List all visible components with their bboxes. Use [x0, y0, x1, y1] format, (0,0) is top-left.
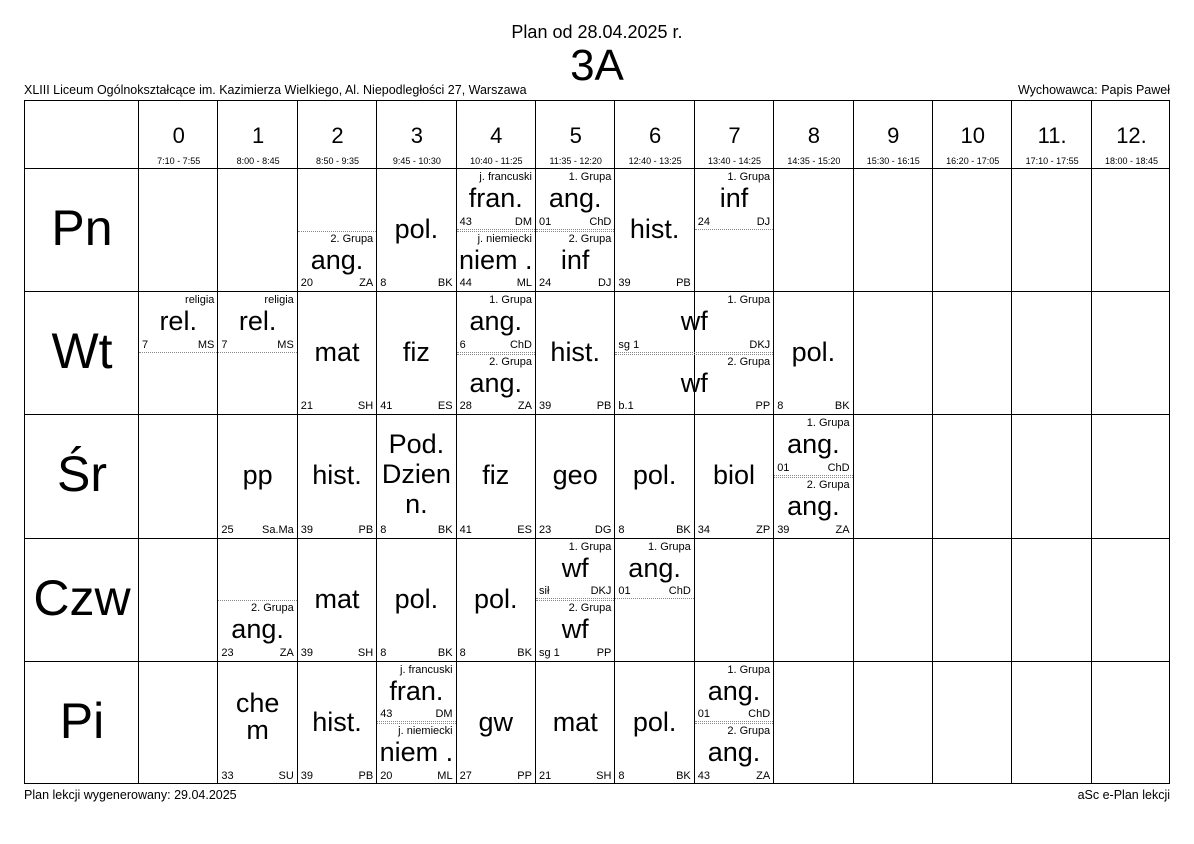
- lesson-teacher: ChD: [668, 585, 691, 598]
- lesson-subject: che m: [235, 687, 280, 745]
- lesson-subject: hist.: [629, 214, 680, 244]
- lesson-teacher: DM: [514, 215, 532, 228]
- day-label: Czw: [33, 569, 131, 626]
- lesson-teacher: BK: [437, 646, 453, 659]
- lesson-group: 1. Grupa: [489, 294, 532, 307]
- lesson-group: religia: [264, 294, 294, 307]
- group-divider: [615, 598, 693, 599]
- lesson-room: 23: [221, 646, 234, 659]
- period-number: 7: [728, 123, 741, 148]
- lesson-cell[interactable]: [298, 292, 376, 414]
- lesson-cell[interactable]: [218, 292, 296, 353]
- group-divider: [615, 352, 773, 353]
- grid-column-line: [853, 101, 854, 783]
- lesson-subject: pol.: [394, 214, 439, 244]
- lesson-cell[interactable]: [377, 292, 455, 414]
- lesson-group: j. francuski: [479, 171, 532, 183]
- lesson-room: 01: [697, 708, 711, 721]
- lesson-cell[interactable]: [615, 539, 693, 600]
- lesson-cell[interactable]: [536, 169, 614, 230]
- lesson-cell[interactable]: [218, 415, 296, 537]
- lesson-subject: hist.: [312, 460, 362, 491]
- lesson-subject: ang.: [787, 491, 840, 521]
- lesson-cell[interactable]: [457, 415, 535, 537]
- lesson-room: 8: [618, 523, 625, 536]
- group-divider: [457, 354, 535, 355]
- lesson-subject: ang.: [548, 183, 602, 213]
- lesson-cell[interactable]: [774, 292, 852, 414]
- lesson-teacher: SH: [357, 400, 374, 413]
- lesson-subject: ang.: [707, 737, 761, 768]
- lesson-group: j. niemiecki: [477, 232, 532, 245]
- lesson-room: 39: [618, 277, 631, 290]
- lesson-group: religia: [185, 294, 215, 307]
- lesson-subject: ang.: [469, 367, 523, 398]
- period-number: 5: [569, 123, 582, 148]
- period-number: 12.: [1116, 123, 1147, 148]
- lesson-room: 34: [697, 523, 711, 536]
- lesson-subject: fiz: [402, 337, 430, 368]
- lesson-cell[interactable]: [536, 662, 614, 784]
- lesson-group: j. francuski: [400, 663, 453, 676]
- lesson-room: 33: [221, 769, 234, 782]
- period-time: 11:35 - 12:20: [549, 156, 602, 166]
- lesson-cell[interactable]: [695, 723, 773, 784]
- lesson-room: 28: [459, 400, 472, 413]
- lesson-cell[interactable]: [774, 477, 852, 538]
- lesson-group: 1. Grupa: [647, 540, 691, 553]
- lesson-cell[interactable]: [457, 662, 535, 784]
- lesson-group: 2. Grupa: [489, 355, 532, 368]
- lesson-group: 1. Grupa: [568, 540, 612, 553]
- lesson-room: 43: [697, 769, 711, 782]
- lesson-teacher: DJ: [756, 215, 771, 228]
- lesson-subject: Pod. Dzien n.: [381, 429, 451, 520]
- lesson-teacher: ES: [437, 400, 453, 413]
- lesson-teacher: ChD: [827, 461, 850, 474]
- lesson-teacher: ML: [437, 769, 453, 782]
- day-label: Pn: [51, 200, 113, 256]
- lesson-room: 7: [221, 338, 228, 351]
- lesson-cell[interactable]: [536, 292, 614, 414]
- period-time: 9:45 - 10:30: [392, 156, 441, 166]
- lesson-group: 1. Grupa: [727, 171, 771, 183]
- period-time: 12:40 - 13:25: [628, 156, 682, 166]
- lesson-group: 1. Grupa: [806, 417, 850, 430]
- lesson-teacher: PB: [358, 769, 374, 782]
- lesson-subject: pol.: [632, 460, 677, 491]
- lesson-teacher: SH: [596, 769, 612, 782]
- group-divider: [377, 723, 455, 724]
- lesson-subject: ang.: [707, 675, 761, 706]
- lesson-room: 8: [380, 646, 387, 659]
- lesson-room: 23: [539, 523, 552, 536]
- lesson-subject: wf: [680, 306, 708, 337]
- lesson-teacher: MS: [277, 338, 294, 351]
- lesson-cell[interactable]: [298, 415, 376, 537]
- lesson-room: 25: [221, 523, 234, 536]
- lesson-group: 2. Grupa: [250, 602, 294, 615]
- lesson-teacher: ZA: [517, 400, 532, 413]
- timetable-grid: [24, 100, 1170, 784]
- lesson-cell[interactable]: [615, 169, 693, 291]
- group-divider: [774, 475, 852, 476]
- lesson-subject: mat: [314, 337, 360, 368]
- lesson-subject: pp: [242, 460, 273, 491]
- lesson-cell[interactable]: [377, 169, 455, 291]
- lesson-cell[interactable]: [615, 354, 773, 415]
- group-divider: [536, 229, 614, 230]
- group-divider: [298, 231, 376, 232]
- lesson-teacher: PP: [755, 400, 771, 413]
- lesson-cell[interactable]: [457, 539, 535, 661]
- lesson-room: 24: [539, 277, 552, 290]
- group-divider: [218, 600, 296, 601]
- lesson-teacher: DM: [435, 708, 453, 721]
- group-divider: [139, 352, 217, 353]
- group-divider: [615, 354, 773, 355]
- period-number: 8: [807, 123, 820, 148]
- lesson-subject: rel.: [159, 306, 197, 337]
- lesson-subject: wf: [561, 552, 589, 583]
- lesson-subject: hist.: [550, 337, 600, 368]
- lesson-subject: mat: [552, 706, 598, 737]
- period-number: 11.: [1037, 123, 1067, 148]
- period-time: 7:10 - 7:55: [157, 156, 201, 166]
- period-time: 8:50 - 9:35: [315, 156, 359, 166]
- lesson-cell[interactable]: [615, 292, 773, 353]
- lesson-subject: biol: [712, 460, 755, 491]
- lesson-room: 20: [300, 277, 314, 290]
- lesson-group: 1. Grupa: [727, 294, 771, 307]
- plan-date-title: Plan od 28.04.2025 r.: [511, 22, 683, 42]
- day-label: Pi: [59, 692, 105, 749]
- lesson-room: 43: [459, 215, 472, 228]
- lesson-subject: gw: [478, 706, 514, 737]
- lesson-cell[interactable]: [298, 231, 376, 292]
- lesson-teacher: ZA: [835, 523, 850, 536]
- lesson-teacher: PP: [596, 646, 612, 659]
- lesson-room: 41: [459, 523, 472, 536]
- lesson-room: 39: [777, 523, 790, 536]
- lesson-teacher: SU: [278, 769, 294, 782]
- lesson-teacher: DJ: [597, 277, 612, 290]
- period-number: 10: [960, 123, 985, 148]
- lesson-room: 01: [777, 461, 790, 474]
- lesson-cell[interactable]: [695, 415, 773, 537]
- lesson-room: 8: [777, 400, 784, 413]
- lesson-group: 2. Grupa: [806, 479, 850, 491]
- lesson-room: 01: [618, 585, 631, 598]
- grid-column-line: [1091, 101, 1092, 783]
- lesson-cell[interactable]: [298, 539, 376, 661]
- group-divider: [536, 231, 614, 232]
- lesson-cell[interactable]: [536, 231, 614, 292]
- lesson-room: 01: [539, 215, 552, 228]
- lesson-cell[interactable]: [139, 292, 217, 353]
- lesson-teacher: ZP: [756, 523, 771, 536]
- group-divider: [457, 231, 535, 232]
- lesson-teacher: PB: [358, 523, 374, 536]
- lesson-room: 39: [539, 400, 552, 413]
- lesson-subject: ang.: [787, 429, 840, 460]
- lesson-teacher: ES: [517, 523, 532, 536]
- lesson-teacher: DKJ: [749, 338, 771, 351]
- lesson-room: 21: [300, 400, 314, 413]
- lesson-teacher: Sa.Ma: [261, 523, 294, 536]
- lesson-subject: pol.: [394, 583, 439, 614]
- group-divider: [774, 477, 852, 478]
- lesson-cell[interactable]: [218, 662, 296, 784]
- lesson-cell[interactable]: [695, 662, 773, 723]
- lesson-cell[interactable]: [695, 169, 773, 230]
- lesson-cell[interactable]: [774, 415, 852, 476]
- lesson-room: b.1: [618, 400, 634, 413]
- group-divider: [457, 229, 535, 230]
- group-divider: [536, 598, 614, 599]
- lesson-cell[interactable]: [457, 169, 535, 230]
- lesson-subject: geo: [552, 460, 598, 491]
- lesson-subject: wf: [561, 614, 589, 645]
- lesson-subject: pol.: [791, 337, 836, 368]
- lesson-subject: wf: [680, 367, 708, 398]
- lesson-teacher: BK: [437, 523, 453, 536]
- lesson-cell[interactable]: [536, 539, 614, 600]
- group-divider: [218, 352, 296, 353]
- lesson-teacher: ChD: [748, 708, 771, 721]
- group-divider: [536, 600, 614, 601]
- period-number: 0: [172, 123, 185, 148]
- period-number: 4: [490, 123, 503, 148]
- lesson-teacher: BK: [676, 523, 691, 536]
- lesson-cell[interactable]: [377, 662, 455, 723]
- lesson-teacher: ChD: [589, 215, 612, 228]
- lesson-cell[interactable]: [377, 723, 455, 784]
- lesson-group: j. niemiecki: [398, 725, 453, 738]
- period-time: 10:40 - 11:25: [470, 156, 523, 166]
- period-number: 6: [648, 123, 662, 148]
- lesson-subject: mat: [314, 583, 360, 614]
- lesson-cell[interactable]: [298, 662, 376, 784]
- lesson-subject: niem .: [459, 244, 533, 275]
- lesson-cell[interactable]: [457, 354, 535, 415]
- lesson-teacher: BK: [834, 400, 850, 413]
- lesson-cell[interactable]: [536, 600, 614, 661]
- period-number: 9: [887, 123, 900, 148]
- lesson-room: 8: [380, 523, 387, 536]
- lesson-cell[interactable]: [218, 600, 296, 661]
- software-brand: aSc e-Plan lekcji: [1077, 788, 1170, 802]
- lesson-cell[interactable]: [457, 292, 535, 353]
- period-time: 14:35 - 15:20: [787, 156, 841, 166]
- lesson-room: 39: [300, 523, 314, 536]
- period-time: 18:00 - 18:45: [1104, 156, 1159, 166]
- homeroom-teacher: Wychowawca: Papis Paweł: [1017, 83, 1170, 97]
- day-label: Wt: [51, 323, 113, 380]
- lesson-group: 2. Grupa: [568, 602, 612, 615]
- lesson-group: 2. Grupa: [330, 232, 374, 245]
- lesson-subject: inf: [719, 183, 749, 213]
- lesson-room: sg 1: [618, 338, 640, 351]
- lesson-room: 24: [697, 215, 711, 228]
- lesson-subject: fiz: [482, 460, 510, 491]
- grid-column-line: [1011, 101, 1012, 783]
- lesson-cell[interactable]: [377, 415, 455, 537]
- lesson-room: 27: [459, 769, 472, 782]
- lesson-group: 2. Grupa: [727, 725, 771, 738]
- lesson-teacher: ML: [516, 277, 532, 290]
- lesson-teacher: ZA: [279, 646, 294, 659]
- lesson-room: 43: [380, 708, 393, 721]
- lesson-room: 7: [142, 338, 149, 351]
- lesson-group: 1. Grupa: [568, 171, 612, 183]
- group-divider: [695, 229, 773, 230]
- day-label: Śr: [57, 446, 107, 503]
- lesson-room: 21: [539, 769, 552, 782]
- lesson-subject: inf: [560, 244, 590, 275]
- lesson-cell[interactable]: [377, 539, 455, 661]
- school-info: XLIII Liceum Ogólnokształcące im. Kazimierza Wielkiego, Al. Niepodległości 27, Warszawa: [24, 83, 527, 97]
- lesson-teacher: PB: [596, 400, 612, 413]
- lesson-group: 2. Grupa: [727, 355, 771, 368]
- lesson-subject: fran.: [468, 183, 523, 213]
- lesson-room: 20: [380, 769, 393, 782]
- lesson-teacher: BK: [517, 646, 532, 659]
- period-time: 17:10 - 17:55: [1025, 156, 1079, 166]
- lesson-teacher: PB: [676, 277, 691, 290]
- lesson-teacher: BK: [676, 769, 691, 782]
- lesson-teacher: ZA: [756, 769, 771, 782]
- lesson-teacher: PP: [517, 769, 532, 782]
- lesson-subject: hist.: [312, 706, 362, 737]
- group-divider: [377, 721, 455, 722]
- lesson-teacher: ZA: [359, 277, 374, 290]
- lesson-subject: pol.: [474, 583, 518, 614]
- lesson-subject: rel.: [238, 306, 277, 337]
- period-time: 16:20 - 17:05: [946, 156, 1000, 166]
- lesson-room: 8: [618, 769, 625, 782]
- lesson-teacher: DKJ: [590, 585, 612, 598]
- lesson-room: 41: [380, 400, 393, 413]
- lesson-room: 44: [459, 277, 472, 290]
- lesson-room: 39: [300, 646, 314, 659]
- lesson-room: 8: [380, 277, 387, 290]
- group-divider: [695, 723, 773, 724]
- lesson-room: 8: [459, 646, 466, 659]
- lesson-group: 1. Grupa: [727, 663, 771, 676]
- lesson-subject: ang.: [310, 244, 364, 275]
- lesson-cell[interactable]: [615, 662, 693, 784]
- class-name: 3A: [570, 41, 624, 90]
- lesson-cell[interactable]: [536, 415, 614, 537]
- lesson-subject: niem .: [379, 737, 454, 768]
- lesson-teacher: MS: [197, 338, 215, 351]
- lesson-subject: ang.: [628, 552, 681, 583]
- lesson-teacher: SH: [357, 646, 374, 659]
- period-time: 13:40 - 14:25: [707, 156, 762, 166]
- period-number: 1: [251, 123, 265, 148]
- period-number: 2: [331, 123, 344, 148]
- lesson-room: 39: [300, 769, 314, 782]
- lesson-cell[interactable]: [457, 231, 535, 292]
- group-divider: [695, 721, 773, 722]
- lesson-cell[interactable]: [615, 415, 693, 537]
- lesson-room: 6: [459, 338, 466, 351]
- group-divider: [457, 352, 535, 353]
- lesson-teacher: BK: [437, 277, 453, 290]
- period-time: 15:30 - 16:15: [866, 156, 920, 166]
- period-number: 3: [410, 123, 423, 148]
- lesson-subject: fran.: [389, 675, 444, 706]
- period-time: 8:00 - 8:45: [236, 156, 280, 166]
- lesson-subject: pol.: [632, 706, 677, 737]
- lesson-subject: ang.: [469, 306, 523, 337]
- lesson-group: 2. Grupa: [568, 232, 612, 245]
- lesson-subject: ang.: [231, 614, 284, 645]
- lesson-room: sił: [539, 585, 550, 598]
- grid-column-line: [932, 101, 933, 783]
- lesson-teacher: DG: [594, 523, 612, 536]
- lesson-teacher: ChD: [509, 338, 532, 351]
- generated-date: Plan lekcji wygenerowany: 29.04.2025: [24, 788, 237, 802]
- lesson-room: sg 1: [539, 646, 560, 659]
